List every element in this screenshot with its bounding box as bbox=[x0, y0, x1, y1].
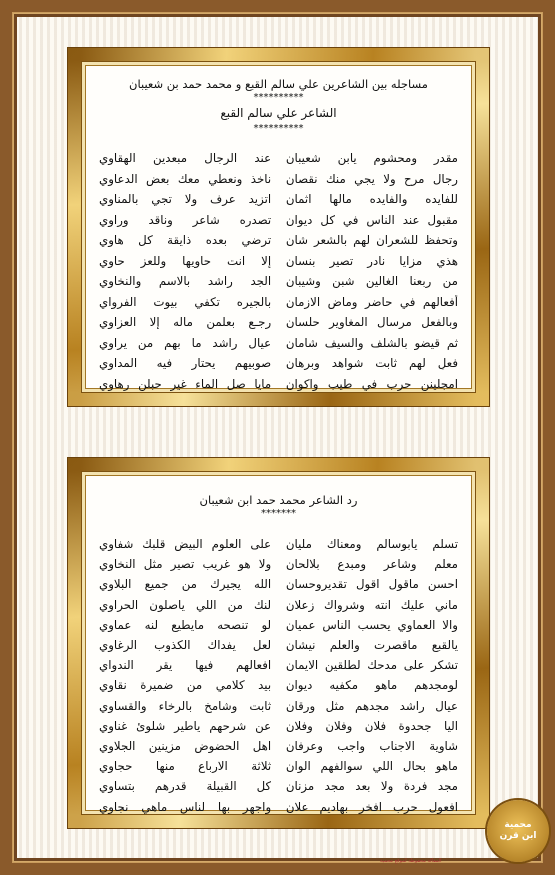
verse-first-hemistich: ماهو بحال اللي سوالفهم الوان bbox=[285, 759, 458, 774]
verse-row bbox=[95, 655, 462, 675]
verse-first-hemistich: امجلينن حرب في طيب واكوان bbox=[285, 376, 458, 391]
verse-first-hemistich: تسلم يابوسالم ومعناك مليان bbox=[285, 537, 458, 552]
verse-row bbox=[95, 756, 462, 776]
verse-first-hemistich: تشكر على مدحك لطلقين الايمان bbox=[285, 658, 458, 673]
poet-name: الشاعر علي سالم القبع bbox=[220, 106, 337, 120]
verse-first-hemistich: ثم قيضو بالشلف والسيف شامان bbox=[285, 335, 458, 350]
verse-row bbox=[95, 148, 462, 169]
verse-row bbox=[95, 169, 462, 190]
verse-first-hemistich: فعلٍ لهم ثابت شواهد وبرهان bbox=[285, 356, 458, 371]
verse-first-hemistich: مجد فردة ولا بعد مجد مزنان bbox=[285, 779, 458, 794]
verse-first-hemistich: عيال راشد مجدهم مثل ورقان bbox=[285, 698, 458, 713]
verse-second-hemistich: على العلوم البيض قلبك شفاوي bbox=[99, 537, 272, 552]
verse-second-hemistich: ناخذ ونعطي معك بعض الدعاوي bbox=[99, 171, 272, 186]
verse-second-hemistich: لعل يفداك الكذوب الرغاوي bbox=[99, 638, 272, 653]
verse-first-hemistich: وتحفظ للشعران لهم بالشعر شان bbox=[285, 233, 458, 248]
footer-credit: المقالة محفوظة لموقع محمية bbox=[380, 858, 442, 864]
verse-first-hemistich: افعول حرب افخر بهاديم علان bbox=[285, 799, 458, 814]
verse-first-hemistich: للفايده والفايده مالها اثمان bbox=[285, 192, 458, 207]
verse-row bbox=[95, 716, 462, 736]
verse-first-hemistich: رجال مرح ولا يجي منك نقصان bbox=[285, 171, 458, 186]
verse-row bbox=[95, 312, 462, 333]
logo-text: محمية bbox=[504, 820, 532, 830]
verse-first-hemistich: هذي مزايا نادر تصير بنسان bbox=[285, 253, 458, 268]
verse-second-hemistich: ثابت وشامخ بالرخاء والقساوي bbox=[99, 698, 272, 713]
poem-panel-first bbox=[68, 48, 489, 406]
stars-divider: ********** bbox=[253, 92, 304, 103]
stars-divider: ******* bbox=[261, 508, 296, 519]
verse-second-hemistich: اتزيد عرف ولا تجي بالمناوي bbox=[99, 192, 272, 207]
verse-row bbox=[95, 353, 462, 374]
logo-text: ابن قرن bbox=[499, 831, 537, 841]
verse-row bbox=[95, 534, 462, 554]
verse-row bbox=[95, 251, 462, 272]
verse-first-hemistich: اليا جحدوة فلان وفلان وفلان bbox=[285, 718, 458, 733]
verse-first-hemistich: ماني عليك انته وشرواك زعلان bbox=[285, 597, 458, 612]
verse-second-hemistich: ثلاثة الارباع منها حجاوي bbox=[99, 759, 272, 774]
verse-second-hemistich: مايا صل الماء غير حبلن رهاوي bbox=[99, 376, 272, 391]
verse-second-hemistich: صوبيهم يحتار فيه المداوي bbox=[99, 356, 272, 371]
verse-second-hemistich: الجد راشد بالاسم والنخاوي bbox=[99, 274, 272, 289]
verse-second-hemistich: افعالهم فيها يقر الندواي bbox=[99, 658, 272, 673]
verse-row bbox=[95, 189, 462, 210]
verses-list bbox=[95, 148, 462, 394]
poem-content-second bbox=[95, 481, 462, 814]
verse-row bbox=[95, 696, 462, 716]
verse-second-hemistich: بيد كلامي من ضميرة نقاوي bbox=[99, 678, 272, 693]
verse-row bbox=[95, 595, 462, 615]
verse-second-hemistich: الله يجيرك من جميع البلاوي bbox=[99, 577, 272, 592]
verse-first-hemistich: من ربعنا الغالين شبن وشيبان bbox=[285, 274, 458, 289]
poem-content-first bbox=[95, 71, 462, 391]
verse-first-hemistich: مقبول عند الناس في كل ديوان bbox=[285, 212, 458, 227]
verse-second-hemistich: اهل الحضوض مزينين الجلاوي bbox=[99, 738, 272, 753]
stars-divider: ********** bbox=[253, 123, 304, 134]
verse-row bbox=[95, 675, 462, 695]
verse-first-hemistich: لومجدهم ماهو مكفيه ديوان bbox=[285, 678, 458, 693]
verse-second-hemistich: تصدره شاعر وناقد وراوي bbox=[99, 212, 272, 227]
verse-row bbox=[95, 554, 462, 574]
verse-row bbox=[95, 615, 462, 635]
verses-list bbox=[95, 534, 462, 817]
verse-second-hemistich: ولا هو غريب تصير مثل النخاوي bbox=[99, 557, 272, 572]
verse-row bbox=[95, 210, 462, 231]
verse-row bbox=[95, 574, 462, 594]
verse-row bbox=[95, 374, 462, 395]
verse-row bbox=[95, 230, 462, 251]
verse-first-hemistich: يالقبع ماقصرت والعلم نيشان bbox=[285, 638, 458, 653]
verse-second-hemistich: بالجيره تكفي بيوت الفرواي bbox=[99, 294, 272, 309]
verse-first-hemistich: وبالفعل مرسال المغاوير حلسان bbox=[285, 315, 458, 330]
verse-row bbox=[95, 635, 462, 655]
verse-row bbox=[95, 736, 462, 756]
verse-second-hemistich: كل القبيلة قدرهم بتساوي bbox=[99, 779, 272, 794]
poem-panel-second bbox=[68, 458, 489, 828]
verse-row bbox=[95, 776, 462, 796]
verse-row bbox=[95, 292, 462, 313]
verse-second-hemistich: عند الرجال مبعدين الهقاوي bbox=[99, 151, 272, 166]
verse-second-hemistich: عيال راشد ما بهم من يراوي bbox=[99, 335, 272, 350]
verse-first-hemistich: احسن ماقول اقول تقديروحسان bbox=[285, 577, 458, 592]
verse-second-hemistich: واجهر بها لناس ماهي نجاوي bbox=[99, 799, 272, 814]
verse-row bbox=[95, 796, 462, 816]
verse-first-hemistich: مقدر ومحشوم يابن شعيبان bbox=[285, 151, 458, 166]
verse-first-hemistich: شاوية الاجناب واجب وعرفان bbox=[285, 738, 458, 753]
verse-first-hemistich: معلم وشاعر ومبدع بلالحان bbox=[285, 557, 458, 572]
verse-second-hemistich: رجـع بعلمن ماله إلا العزاوي bbox=[99, 315, 272, 330]
site-logo bbox=[487, 800, 549, 862]
verse-first-hemistich: أفعالهم في حاضر وماض الازمان bbox=[285, 294, 458, 309]
verse-second-hemistich: عن شرحهم ياطير شلوئ غناوي bbox=[99, 718, 272, 733]
verse-second-hemistich: لنك من اللي ياصلون الحراوي bbox=[99, 597, 272, 612]
verse-row bbox=[95, 271, 462, 292]
poem-title: رد الشاعر محمد حمد ابن شعيبان bbox=[199, 493, 358, 507]
verse-second-hemistich: إلا انت حاويها وللعز حاوي bbox=[99, 253, 272, 268]
verse-second-hemistich: لو تنصحه مايطيع لنه عماوي bbox=[99, 617, 272, 632]
verse-first-hemistich: والا العماوي يحسب الناس عميان bbox=[285, 617, 458, 632]
verse-second-hemistich: ترضي بعده ذايقة كل هاوي bbox=[99, 233, 272, 248]
verse-row bbox=[95, 333, 462, 354]
poem-title: مساجله بين الشاعرين علي سالم القبع و محمد حمد بن شعيبان bbox=[129, 77, 428, 91]
